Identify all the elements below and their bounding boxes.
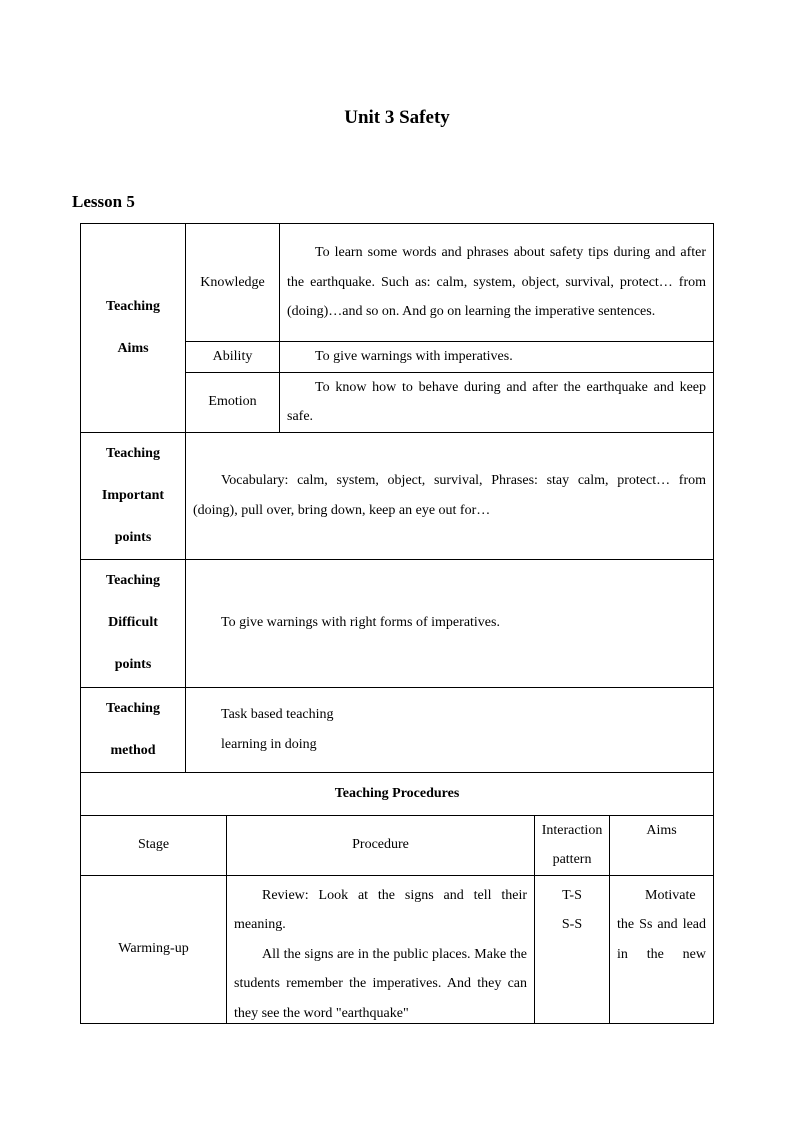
ability-text — [280, 342, 714, 373]
teaching-aims-header-line2: Aims — [117, 340, 149, 356]
difficult-header-line2: Difficult — [108, 615, 158, 630]
aims-cell — [610, 875, 714, 1023]
teaching-aims-header — [81, 224, 186, 433]
important-header-line2: Important — [101, 487, 165, 503]
difficult-paragraph: To give warnings with right forms of imperatives. — [221, 615, 500, 631]
procedures-title-row — [81, 772, 714, 815]
teaching-method-row — [81, 687, 714, 772]
procedures-header-row — [81, 815, 714, 875]
method-header-line2: method — [110, 742, 156, 758]
interaction-cell — [535, 875, 610, 1023]
aims-knowledge-row — [81, 224, 714, 342]
difficult-header-line1: Teaching — [106, 573, 160, 588]
teaching-aims-header-line1: Teaching — [106, 298, 160, 314]
table-row — [81, 875, 714, 1023]
difficult-points-text — [186, 559, 714, 687]
lesson-plan-table — [80, 223, 714, 1024]
emotion-label: Emotion — [186, 372, 280, 432]
col-procedure: Procedure — [227, 815, 535, 875]
procedure-cell — [227, 875, 535, 1023]
ability-paragraph: To give warnings with imperatives. — [315, 349, 513, 364]
emotion-text — [280, 372, 714, 432]
difficult-points-row — [81, 559, 714, 687]
important-points-header — [81, 432, 186, 559]
page-title: Unit 3 Safety — [344, 107, 450, 128]
procedure-paragraph-1: Review: Look at the signs and tell their meaning. — [234, 887, 528, 932]
method-header-line1: Teaching — [106, 700, 160, 716]
difficult-points-header — [81, 559, 186, 687]
important-paragraph: Vocabulary: calm, system, object, survival, Phrases: stay calm, protect… from (doing), pull over, bring down, keep an eye out for… — [193, 473, 707, 518]
method-line2: learning in doing — [221, 736, 317, 752]
important-header-line3: points — [114, 529, 152, 545]
stage-cell: Warming-up — [81, 875, 227, 1023]
aims-paragraph: Motivate the Ss and lead in the new — [617, 887, 707, 962]
important-header-line1: Teaching — [106, 445, 160, 461]
col-interaction: Interaction pattern — [535, 815, 610, 875]
difficult-header-line3: points — [114, 657, 152, 672]
knowledge-paragraph: To learn some words and phrases about safety tips during and after the earthquake. Such as: calm, system, object, survival, protect… from (doing)…and so on. And go on learning the imperative sentences. — [287, 245, 707, 320]
knowledge-text — [280, 224, 714, 342]
col-aims: Aims — [610, 815, 714, 875]
lesson-heading: Lesson 5 — [72, 192, 135, 211]
interaction-line-2: S-S — [561, 917, 583, 932]
emotion-paragraph: To know how to behave during and after the earthquake and keep safe. — [287, 379, 707, 424]
teaching-method-text — [186, 687, 714, 772]
important-points-row — [81, 432, 714, 559]
knowledge-label: Knowledge — [186, 224, 280, 342]
teaching-method-header — [81, 687, 186, 772]
ability-label: Ability — [186, 342, 280, 373]
procedure-paragraph-2: All the signs are in the public places. Make the students remember the imperatives. And they can they see the word "earthquake" — [234, 946, 528, 1021]
method-line1: Task based teaching — [221, 707, 334, 722]
procedures-title: Teaching Procedures — [81, 772, 714, 815]
important-points-text — [186, 432, 714, 559]
interaction-line-1: T-S — [562, 887, 582, 903]
col-stage: Stage — [81, 815, 227, 875]
